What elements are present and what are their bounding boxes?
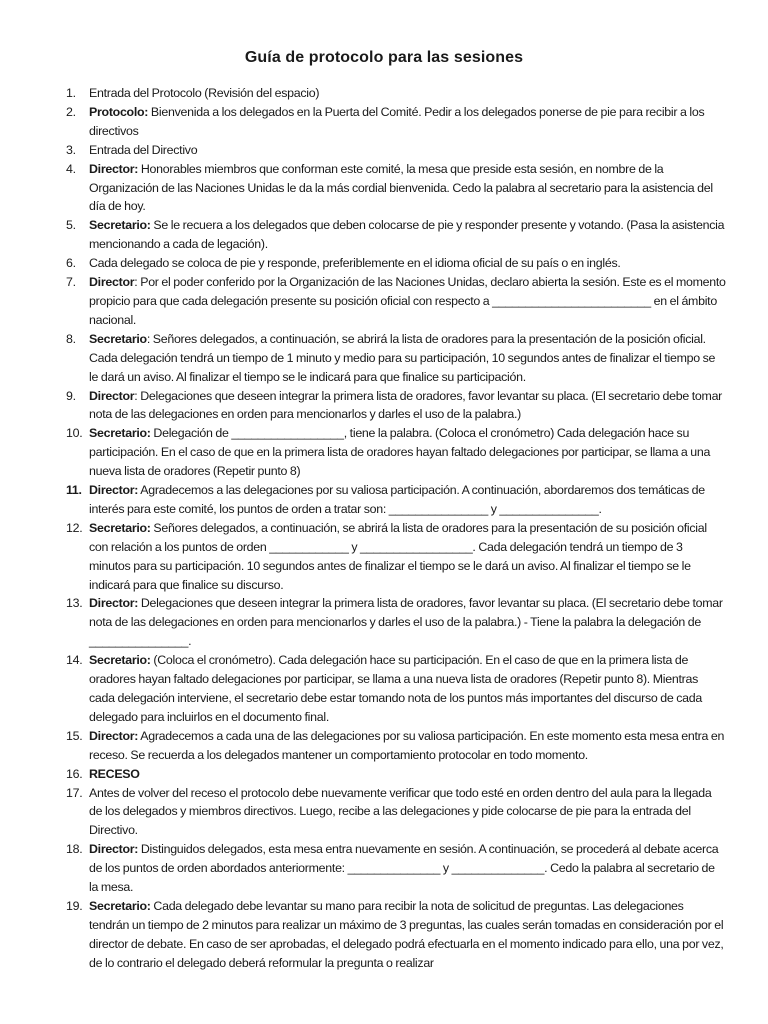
step-text: Cada delegado se coloca de pie y responde, preferiblemente en el idioma oficial de su país o en inglés. (89, 256, 621, 271)
step-number: 1. (66, 86, 76, 100)
step-number: 10. (66, 426, 83, 441)
protocol-steps-list (0, 84, 768, 973)
step-number: 13. (66, 596, 83, 611)
protocol-step (0, 784, 768, 841)
step-speaker: Director: (89, 596, 139, 611)
protocol-step (0, 727, 768, 765)
step-text: Antes de volver del receso el protocolo debe nuevamente verificar que todo esté en orden dentro del aula para la llegada de los delegados y miembros directivos. Luego, recibe a las delegaciones y pide colocarse de pie para la entrada del Directivo. (89, 785, 712, 838)
protocol-step (0, 141, 768, 160)
step-text: (Coloca el cronómetro). Cada delegación hace su participación. En el caso de que en la primera lista de oradores hayan faltado delegaciones por participar, se llama a una nueva lista de oradores (Repetir punto 8). Mientras cada delegación interviene, el secretario debe estar tomando nota de los puntos más importantes del discurso de cada delegado para incluirlos en el documento final. (89, 653, 703, 724)
step-number: 17. (66, 785, 83, 800)
protocol-step (0, 594, 768, 651)
step-text: Honorables miembros que conforman este comité, la mesa que preside esta sesión, en nombre de la Organización de las Naciones Unidas le da la más cordial bienvenida. Cedo la palabra al secretario para la asistencia del día de hoy. (89, 161, 713, 214)
step-number: 19. (66, 898, 83, 913)
step-number: 12. (66, 520, 83, 535)
step-speaker: Secretario (89, 331, 147, 346)
step-number: 14. (66, 653, 83, 668)
protocol-step (0, 519, 768, 595)
step-number: 8. (66, 331, 76, 346)
step-speaker: Director (89, 388, 135, 403)
step-speaker: Secretario: (89, 520, 151, 535)
step-number: 6. (66, 256, 76, 271)
protocol-step (0, 254, 768, 273)
protocol-step (0, 84, 768, 103)
step-number: 7. (66, 275, 76, 290)
protocol-step (0, 160, 768, 217)
step-number: 5. (66, 218, 76, 233)
protocol-step (0, 481, 768, 519)
protocol-step (0, 897, 768, 973)
step-number: 18. (66, 842, 83, 857)
step-number: 11. (66, 483, 82, 498)
step-speaker: Director: (89, 842, 139, 857)
protocol-step (0, 840, 768, 897)
step-speaker: Director: (89, 483, 139, 498)
step-speaker: RECESO (89, 766, 140, 781)
step-text: Bienvenida a los delegados en la Puerta del Comité. Pedir a los delegados ponerse de pie para recibir a los directivos (89, 104, 705, 138)
protocol-step (0, 103, 768, 141)
step-text: Agradecemos a las delegaciones por su valiosa participación. A continuación, abordaremos dos temáticas de interés para este comité, los puntos de orden a tratar son: _______________ y _______________. (89, 483, 705, 516)
step-text: Delegaciones que deseen integrar la primera lista de oradores, favor levantar su placa. (El secretario debe tomar nota de las delegaciones en orden para mencionarlos y darles el uso de la palabra.) - Tiene la palabra la delegación de _______________. (89, 596, 723, 649)
step-speaker: Protocolo: (89, 104, 149, 119)
step-text: Cada delegado debe levantar su mano para recibir la nota de solicitud de preguntas. Las delegaciones tendrán un tiempo de 2 minutos para realizar un máximo de 3 preguntas, las cuales serán tomadas en consideración por el director de debate. En caso de ser aprobadas, el delegado podrá efectuarla en el momento indicado para ello, una por vez, de lo contrario el delegado deberá reformular la pregunta o realizar (89, 898, 724, 970)
step-number: 9. (66, 388, 76, 403)
step-text: Distinguidos delegados, esta mesa entra nuevamente en sesión. A continuación, se procederá al debate acerca de los puntos de orden abordados anteriormente: ______________ y ______________. Cedo la palabra al secretario de la mesa. (89, 842, 719, 895)
step-text: Señores delegados, a continuación, se abrirá la lista de oradores para la presentación de su posición oficial con relación a los puntos de orden ____________ y _________________. Cada delegación tendrá un tiempo de 3 minutos para su participación. 10 segundos antes de finalizar el tiempo se le dará un aviso. Al finalizar el tiempo se le indicará para que finalice su discurso. (89, 520, 707, 592)
step-text: : Señores delegados, a continuación, se abrirá la lista de oradores para la presentación de la posición oficial. Cada delegación tendrá un tiempo de 1 minuto y medio para su participación, 10 segundos antes de finalizar el tiempo se le dará un aviso. Al finalizar el tiempo se le indicará para que finalice su participación. (89, 331, 716, 384)
protocol-step (0, 765, 768, 784)
step-number: 3. (66, 142, 76, 157)
step-speaker: Secretario: (89, 898, 151, 913)
protocol-step (0, 216, 768, 254)
step-text: Entrada del Directivo (89, 142, 198, 157)
step-number: 16. (66, 766, 83, 781)
step-number: 2. (66, 104, 76, 119)
protocol-step (0, 330, 768, 387)
step-speaker: Director: (89, 728, 139, 743)
step-text: : Por el poder conferido por la Organización de las Naciones Unidas, declaro abierta la sesión. Este es el momento propicio para que cada delegación presente su posición oficial con respecto a ________________________ en el ámbito nacional. (89, 275, 726, 327)
protocol-step (0, 387, 768, 425)
protocol-step (0, 273, 768, 330)
step-text: : Delegaciones que deseen integrar la primera lista de oradores, favor levantar su placa. (El secretario debe tomar nota de las delegaciones en orden para mencionarlos y darles el uso de la palabra.) (89, 388, 723, 422)
step-number: 15. (66, 728, 83, 743)
document-title: Guía de protocolo para las sesiones (244, 49, 524, 66)
step-speaker: Director (89, 275, 135, 290)
step-text: Agradecemos a cada una de las delegaciones por su valiosa participación. En este momento esta mesa entra en receso. Se recuerda a los delegados mantener un comportamiento protocolar en todo momento. (89, 728, 725, 762)
step-speaker: Director: (89, 161, 139, 176)
step-speaker: Secretario: (89, 653, 151, 668)
step-number: 4. (66, 161, 76, 176)
protocol-step (0, 651, 768, 727)
step-text: Se le recuera a los delegados que deben colocarse de pie y responder presente y votando. (Pasa la asistencia mencionando a cada de legación). (89, 218, 725, 252)
step-speaker: Secretario: (89, 218, 151, 233)
step-text: Entrada del Protocolo (Revisión del espacio) (89, 86, 320, 100)
step-text: Delegación de _________________, tiene la palabra. (Coloca el cronómetro) Cada delegación hace su participación. En el caso de que en la primera lista de oradores hayan faltado delegaciones por participar, se llama a una nueva lista de oradores (Repetir punto 8) (89, 426, 711, 479)
step-speaker: Secretario: (89, 426, 151, 441)
protocol-step (0, 424, 768, 481)
